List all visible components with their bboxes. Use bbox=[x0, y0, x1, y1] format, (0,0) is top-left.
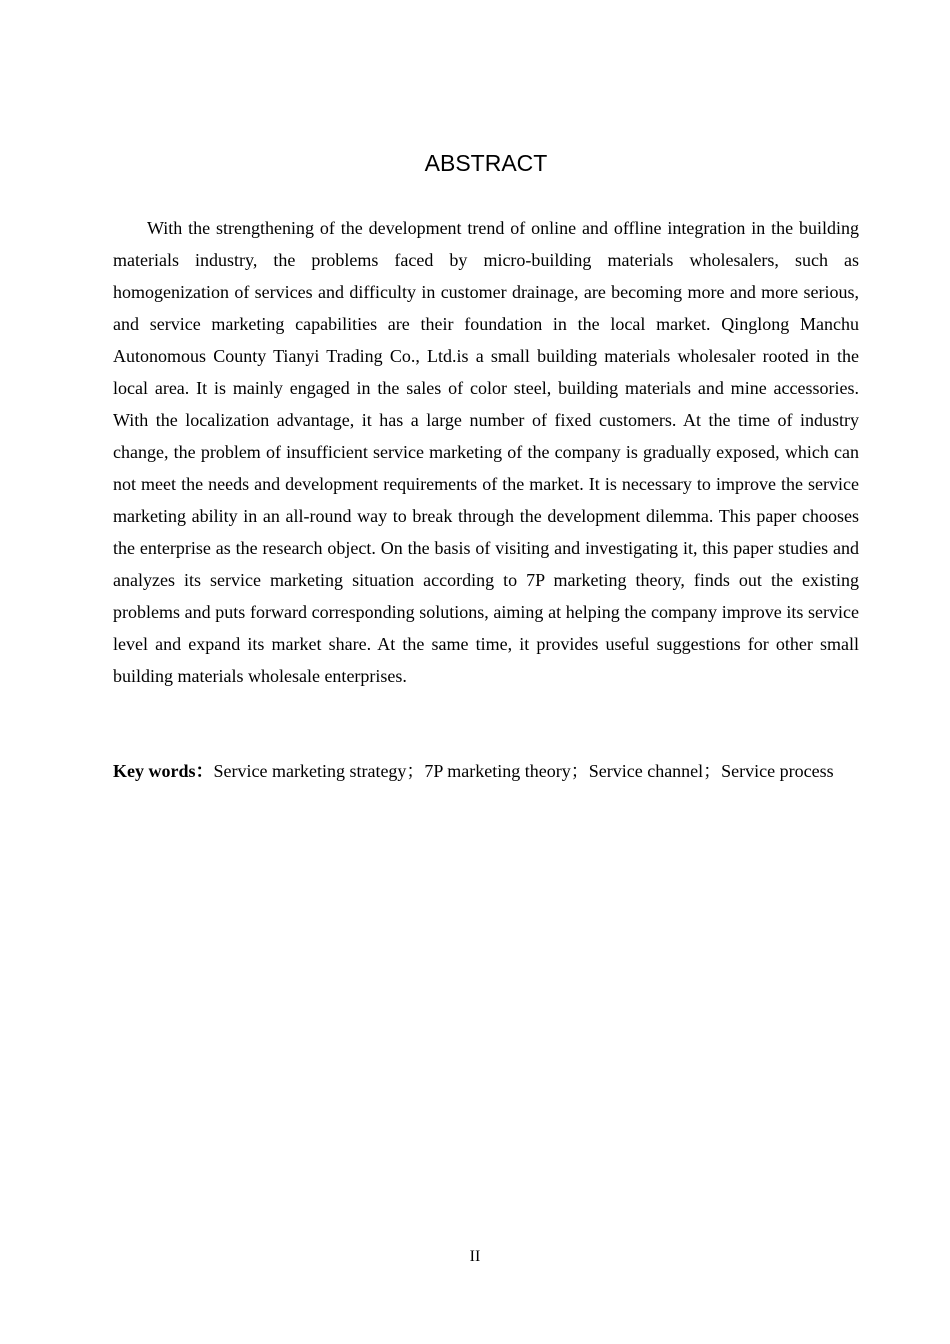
keywords-label: Key words： bbox=[113, 761, 214, 781]
abstract-body: With the strengthening of the development trend of online and offline integration in the building materials industry, the problems faced by micro-building materials wholesalers, such as homogenization of services and difficulty in customer drainage, are becoming more and more serious, and service marketing capabilities are their foundation in the local market. Qinglong Manchu Autonomous County Tianyi Trading Co., Ltd.is a small building materials wholesaler rooted in the local area. It is mainly engaged in the sales of color steel, building materials and mine accessories. With the localization advantage, it has a large number of fixed customers. At the time of industry change, the problem of insufficient service marketing of the company is gradually exposed, which can not meet the needs and development requirements of the market. It is necessary to improve the service marketing ability in an all-round way to break through the development dilemma. This paper chooses the enterprise as the research object. On the basis of visiting and investigating it, this paper studies and analyzes its service marketing situation according to 7P marketing theory, finds out the existing problems and puts forward corresponding solutions, aiming at helping the company improve its service level and expand its market share. At the same time, it provides useful suggestions for other small building materials wholesale enterprises. bbox=[113, 218, 859, 686]
keywords-text: Service marketing strategy；7P marketing theory；Service channel；Service process bbox=[213, 761, 834, 781]
keywords-line bbox=[113, 755, 859, 787]
page-number: II bbox=[469, 1248, 481, 1265]
abstract-title: ABSTRACT bbox=[424, 150, 548, 176]
